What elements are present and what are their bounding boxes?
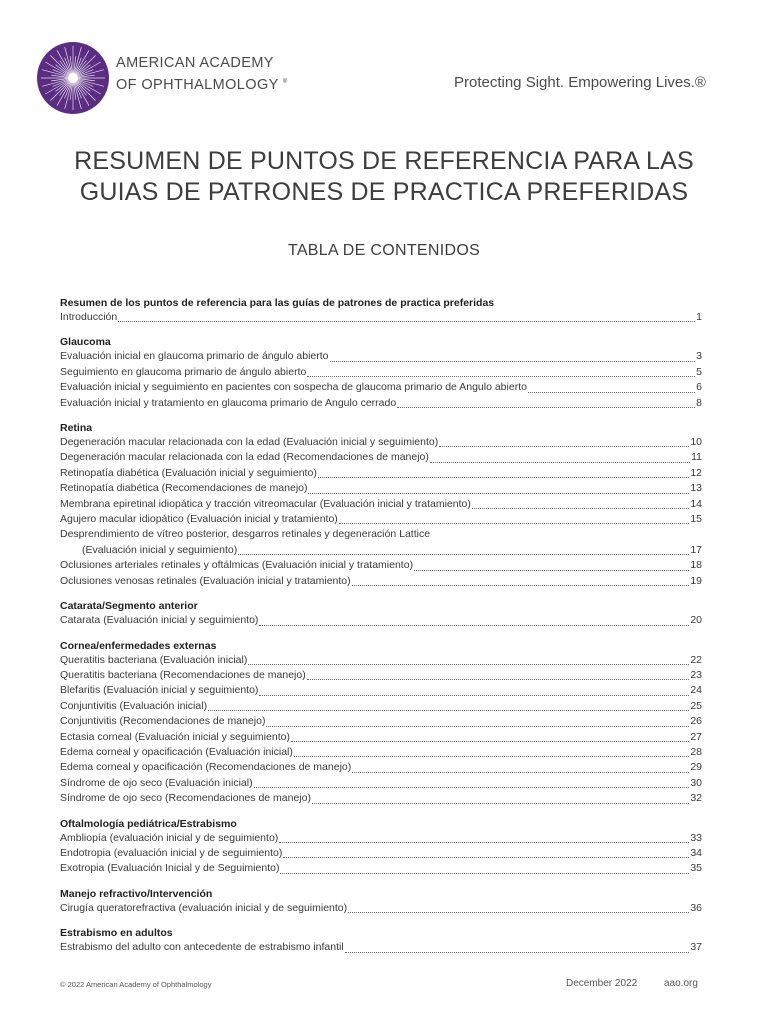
section-heading: Cornea/enfermedades externas	[60, 639, 217, 652]
toc-entry-page: 18	[690, 559, 702, 572]
registered-mark: ®	[282, 79, 288, 85]
toc-entry-page: 13	[690, 482, 702, 495]
toc-entry-page: 29	[690, 761, 702, 774]
toc-entry[interactable]	[60, 714, 702, 729]
dot-leader	[266, 725, 689, 727]
toc-entry-page: 37	[690, 941, 702, 954]
footer-copyright: © 2022 American Academy of Ophthalmology	[60, 980, 212, 989]
dot-leader	[208, 709, 689, 711]
toc-entry-page: 17	[690, 543, 702, 556]
toc-entry[interactable]	[60, 699, 702, 714]
toc-entry[interactable]	[60, 396, 702, 411]
toc-entry-page: 28	[690, 745, 702, 758]
section-heading: Catarata/Segmento anterior	[60, 600, 198, 613]
dot-leader	[291, 740, 689, 742]
toc-entry-label: Evaluación inicial y seguimiento en pacientes con sospecha de glaucoma primario de Angulo abierto	[60, 381, 527, 394]
toc-entry-label: Seguimiento en glaucoma primario de ángulo abierto	[60, 365, 307, 378]
toc-entry-page: 26	[690, 715, 702, 728]
toc-entry-page: 5	[696, 365, 702, 378]
toc-entry-label: Introducción	[60, 311, 118, 323]
dot-leader	[118, 320, 695, 322]
dot-leader	[307, 678, 690, 680]
toc-entry[interactable]	[60, 349, 702, 364]
toc-entry[interactable]	[60, 558, 702, 573]
toc-entry-label: Endotropia (evaluación inicial y de seguimiento)	[60, 846, 283, 859]
toc-title: TABLA DE CONTENIDOS	[287, 242, 481, 259]
dot-leader	[259, 624, 689, 626]
toc-entry[interactable]	[60, 668, 702, 683]
dot-leader	[307, 375, 695, 377]
toc-entry-page: 19	[690, 574, 702, 587]
section-heading: Estrabismo en adultos	[60, 927, 173, 940]
toc-entry[interactable]	[60, 831, 702, 846]
dot-leader	[414, 569, 689, 571]
toc-entry[interactable]	[60, 791, 702, 806]
toc-entry-page: 34	[690, 846, 702, 859]
toc-entry[interactable]	[60, 466, 702, 481]
toc-entry-label: Membrana epiretinal idiopática y tracción vitreomacular (Evaluación inicial y tratamiento)	[60, 497, 471, 510]
dot-leader	[279, 841, 689, 843]
dot-leader	[348, 911, 689, 913]
toc-entry-page: 1	[696, 311, 702, 323]
toc-entry-page: 35	[690, 862, 702, 875]
toc-entry-page: 32	[690, 792, 702, 805]
toc-entry[interactable]	[60, 901, 702, 916]
toc-entry-label: (Evaluación inicial y seguimiento)	[82, 543, 238, 556]
dot-leader	[318, 476, 690, 478]
footer-site-link[interactable]: aao.org	[664, 978, 698, 989]
toc-entry[interactable]	[60, 861, 702, 876]
table-of-contents	[60, 296, 702, 956]
dot-leader	[238, 553, 689, 555]
dot-leader	[308, 492, 689, 494]
dot-leader	[259, 694, 689, 696]
toc-entry[interactable]	[60, 683, 702, 698]
dot-leader	[254, 786, 690, 788]
org-name-line2: OF OPHTHALMOLOGY	[116, 76, 279, 93]
toc-entry-page: 3	[696, 350, 702, 363]
toc-entry-page: 36	[690, 901, 702, 914]
dot-leader	[439, 445, 689, 447]
toc-entry-page: 15	[690, 513, 702, 526]
toc-entry-page: 23	[690, 668, 702, 681]
dot-leader	[472, 507, 689, 509]
toc-entry-label: Catarata (Evaluación inicial y seguimiento)	[60, 614, 259, 627]
toc-entry-label: Degeneración macular relacionada con la edad (Evaluación inicial y seguimiento)	[60, 436, 439, 449]
toc-entry-label: Agujero macular idiopático (Evaluación inicial y tratamiento)	[60, 513, 338, 526]
toc-entry-label: Exotropia (Evaluación Inicial y de Seguimiento)	[60, 862, 280, 875]
toc-entry-page: 12	[690, 466, 702, 479]
dot-leader	[339, 522, 690, 524]
toc-entry-label: Blefaritis (Evaluación inicial y seguimiento)	[60, 684, 259, 697]
toc-entry-label: Degeneración macular relacionada con la edad (Recomendaciones de manejo)	[60, 451, 429, 464]
toc-entry-label: Retinopatía diabética (Recomendaciones de manejo)	[60, 482, 308, 495]
toc-entry-label: Conjuntivitis (Recomendaciones de manejo)	[60, 715, 266, 728]
toc-entry[interactable]	[60, 745, 702, 760]
toc-entry-label: Desprendimiento de vítreo posterior, desgarros retinales y degeneración Lattice	[60, 528, 431, 541]
dot-leader	[283, 856, 689, 858]
toc-entry-page: 6	[696, 381, 702, 394]
toc-entry-page: 33	[690, 831, 702, 844]
toc-entry-page: 14	[690, 497, 702, 510]
toc-entry-label: Queratitis bacteriana (Evaluación inicial)	[60, 653, 248, 666]
title-line2: GUIAS DE PATRONES DE PRACTICA PREFERIDAS	[79, 178, 689, 206]
toc-entry[interactable]	[60, 613, 702, 628]
toc-entry-page: 20	[690, 614, 702, 627]
toc-entry[interactable]	[60, 653, 702, 668]
dot-leader	[430, 461, 690, 463]
dot-leader	[280, 872, 689, 874]
dot-leader	[528, 391, 695, 393]
toc-entry[interactable]	[60, 365, 702, 380]
toc-entry-label: Síndrome de ojo seco (Recomendaciones de manejo)	[60, 792, 311, 805]
section-heading: Glaucoma	[60, 336, 111, 349]
toc-entry-label: Retinopatía diabética (Evaluación inicial y seguimiento)	[60, 466, 317, 479]
toc-entry-label: Estrabismo del adulto con antecedente de estrabismo infantil	[60, 941, 344, 954]
section-heading: Oftalmología pediátrica/Estrabismo	[60, 817, 237, 830]
toc-entry-page: 11	[691, 451, 702, 464]
toc-entry-page: 24	[690, 684, 702, 697]
toc-entry[interactable]	[60, 760, 702, 775]
document-title	[0, 146, 768, 208]
section-heading: Manejo refractivo/Intervención	[60, 887, 213, 900]
toc-entry-label: Evaluación inicial y tratamiento en glaucoma primario de Angulo cerrado	[60, 396, 397, 409]
toc-entry[interactable]	[60, 380, 702, 395]
toc-entry[interactable]	[60, 940, 702, 955]
toc-entry-page: 22	[690, 653, 702, 666]
dot-leader	[312, 802, 689, 804]
toc-entry[interactable]	[60, 776, 702, 791]
toc-entry-page: 10	[690, 436, 702, 449]
toc-entry-page: 8	[696, 396, 702, 409]
toc-entry-label: Oclusiones arteriales retinales y oftálmicas (Evaluación inicial y tratamiento)	[60, 559, 414, 572]
toc-entry[interactable]	[60, 450, 702, 465]
toc-entry-page: 27	[690, 730, 702, 743]
dot-leader	[397, 406, 695, 408]
toc-entry-label: Oclusiones venosas retinales (Evaluación inicial y tratamiento)	[60, 574, 351, 587]
section-heading: Resumen de los puntos de referencia para las guías de patrones de practica preferidas	[60, 297, 495, 309]
toc-entry-label: Ambliopía (evaluación inicial y de seguimiento)	[60, 831, 279, 844]
toc-entry[interactable]	[60, 512, 702, 527]
toc-entry-label: Evaluación inicial en glaucoma primario de ángulo abierto	[60, 350, 329, 363]
toc-entry-label: Queratitis bacteriana (Recomendaciones de manejo)	[60, 668, 306, 681]
section-heading: Retina	[60, 422, 93, 435]
toc-entry-label: Edema corneal y opacificación (Evaluación inicial)	[60, 745, 293, 758]
toc-entry[interactable]	[60, 730, 702, 745]
dot-leader	[248, 663, 689, 665]
toc-entry[interactable]	[60, 846, 702, 861]
toc-entry[interactable]	[60, 543, 702, 558]
footer-date: December 2022	[566, 978, 638, 989]
starburst-logo-icon	[37, 42, 109, 114]
organization-name	[116, 54, 288, 95]
toc-entry-page: 30	[690, 776, 702, 789]
dot-leader	[352, 584, 690, 586]
toc-entry-label: Edema corneal y opacificación (Recomendaciones de manejo)	[60, 761, 352, 774]
toc-entry-label: Cirugía queratorefractiva (evaluación inicial y de seguimiento)	[60, 901, 348, 914]
dot-leader	[294, 755, 689, 757]
title-line1: RESUMEN DE PUNTOS DE REFERENCIA PARA LAS	[74, 147, 694, 175]
toc-entry[interactable]	[60, 574, 702, 589]
toc-entry[interactable]	[60, 481, 702, 496]
toc-entry[interactable]	[60, 310, 702, 325]
toc-entry[interactable]	[60, 527, 702, 542]
dot-leader	[345, 951, 690, 953]
org-name-line1: AMERICAN ACADEMY	[116, 55, 274, 71]
toc-entry-label: Síndrome de ojo seco (Evaluación inicial)	[60, 776, 253, 789]
toc-entry-label: Conjuntivitis (Evaluación inicial)	[60, 699, 208, 712]
toc-entry[interactable]	[60, 435, 702, 450]
tagline: Protecting Sight. Empowering Lives.®	[453, 74, 706, 91]
dot-leader	[330, 360, 696, 362]
toc-entry-page: 25	[690, 699, 702, 712]
aao-logo	[37, 42, 109, 114]
toc-entry-label: Ectasia corneal (Evaluación inicial y seguimiento)	[60, 730, 290, 743]
dot-leader	[352, 771, 689, 773]
toc-entry[interactable]	[60, 497, 702, 512]
